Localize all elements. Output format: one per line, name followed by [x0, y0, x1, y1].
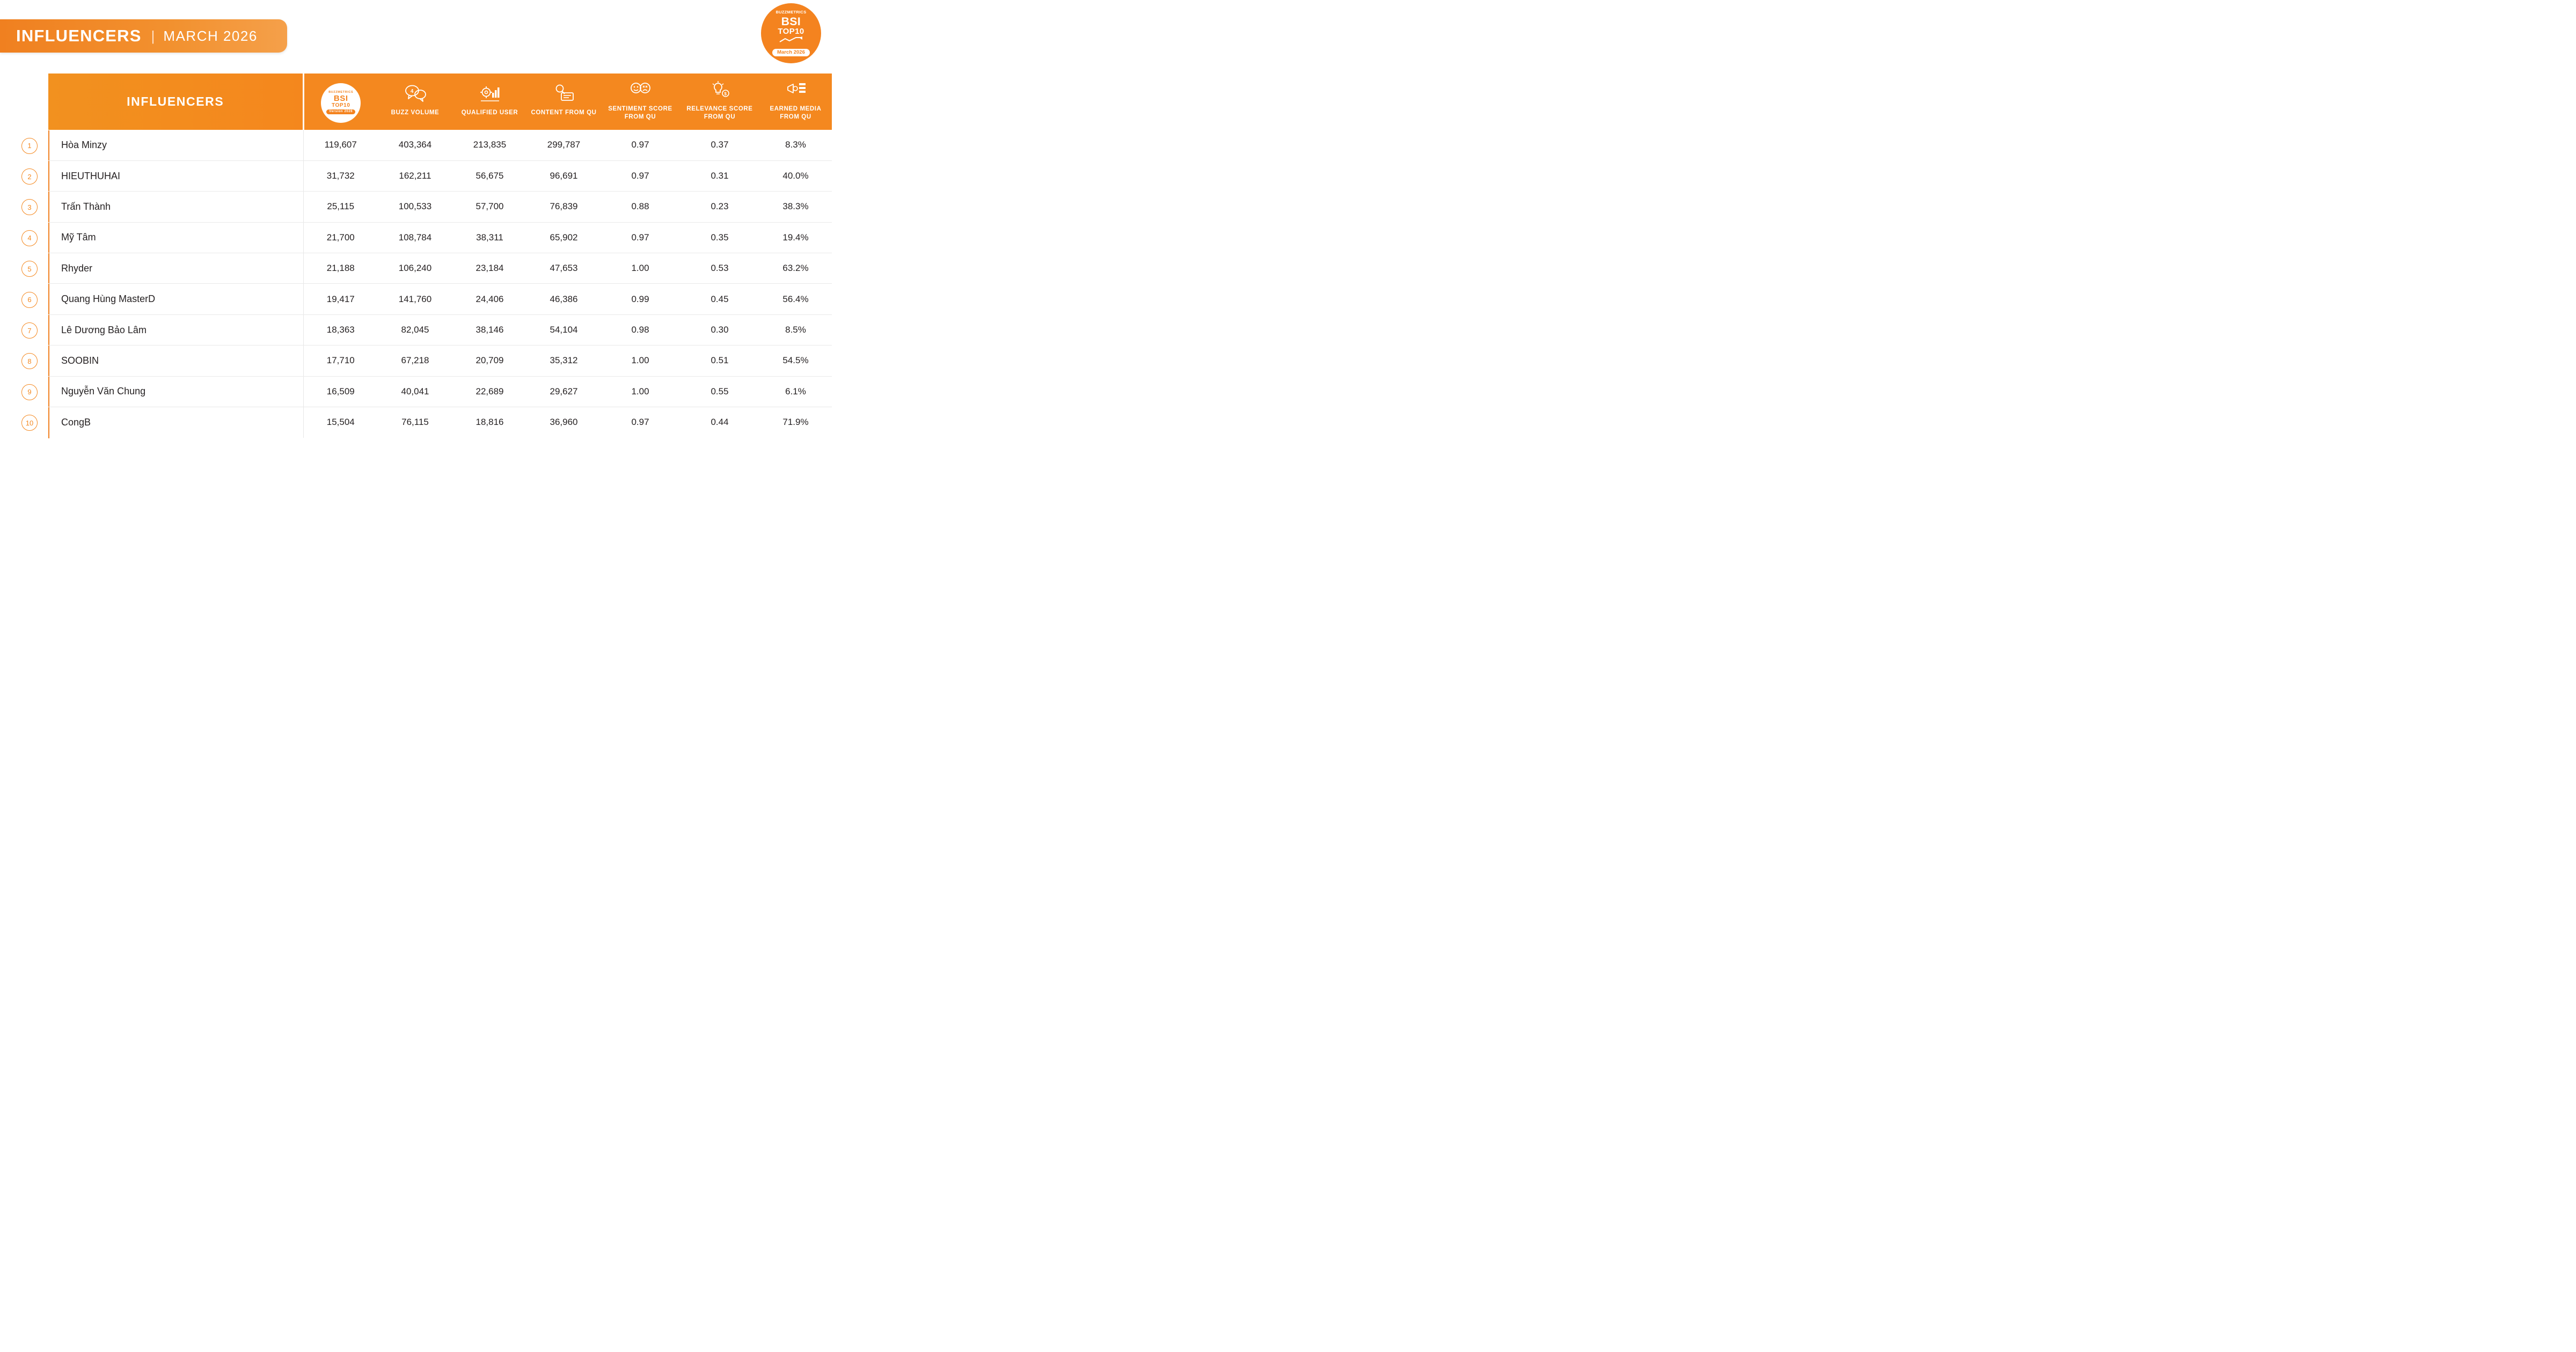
cell-bsi: 21,188: [303, 253, 378, 284]
cell-relevance-score: 0.31: [680, 160, 759, 191]
rank-value: 1: [21, 138, 38, 154]
cell-sentiment-score: 0.99: [601, 284, 680, 314]
cell-bsi: 25,115: [303, 192, 378, 222]
cell-buzz-volume: 108,784: [378, 222, 452, 253]
influencer-name: Quang Hùng MasterD: [48, 284, 303, 314]
cell-content-from-qu: 46,386: [527, 284, 601, 314]
column-header-qualified-user: [452, 74, 527, 130]
cell-earned-media: 63.2%: [759, 253, 832, 284]
bsi-badge-icon: [321, 83, 361, 123]
table-row: [48, 222, 832, 253]
influencer-name: HIEUTHUHAI: [48, 160, 303, 191]
column-header-relevance-score: [680, 74, 759, 130]
cell-sentiment-score: 1.00: [601, 376, 680, 407]
cell-earned-media: 38.3%: [759, 192, 832, 222]
column-header-earned-media: [759, 74, 832, 130]
cell-bsi: 19,417: [303, 284, 378, 314]
cell-buzz-volume: 100,533: [378, 192, 452, 222]
rank-value: 6: [21, 292, 38, 308]
cell-content-from-qu: 96,691: [527, 160, 601, 191]
rank-bubble: [18, 377, 41, 407]
cell-sentiment-score: 0.97: [601, 130, 680, 160]
column-header-sentiment-score: [601, 74, 680, 130]
cell-bsi: 17,710: [303, 346, 378, 376]
table-header: [48, 74, 832, 130]
cell-content-from-qu: 29,627: [527, 376, 601, 407]
cell-qualified-user: 18,816: [475, 417, 504, 428]
cell-content-from-qu: 54,104: [527, 314, 601, 345]
cell-buzz-volume: 162,211: [378, 160, 452, 191]
rank-bubble: [18, 408, 41, 438]
column-header-label: SENTIMENT SCORE FROM QU: [608, 106, 672, 120]
rank-value: 3: [21, 199, 38, 215]
gear-chart-icon: [453, 83, 526, 106]
table-row: [48, 376, 832, 407]
cell-qualified-user: 24,406: [452, 284, 527, 314]
top10-label: TOP10: [778, 26, 804, 36]
cell-relevance-score: 0.55: [680, 376, 759, 407]
cell-buzz-volume: 141,760: [378, 284, 452, 314]
bsi-top10-logo-badge: [761, 3, 821, 63]
cell-relevance-score: 0.23: [680, 192, 759, 222]
rank-bubble: [18, 346, 41, 377]
influencer-name: Lê Dương Bảo Lâm: [48, 314, 303, 345]
cell-earned-media: 6.1%: [759, 376, 832, 407]
rank-value: 8: [21, 353, 38, 369]
cell-earned-media: 56.4%: [759, 284, 832, 314]
influencer-name: SOOBIN: [48, 346, 303, 376]
cell-sentiment-score: 0.98: [601, 314, 680, 345]
cell-earned-media: 8.3%: [759, 130, 832, 160]
chart-arrow-icon: [779, 36, 803, 46]
slide-root: [0, 0, 841, 442]
cell-buzz-volume: 106,240: [378, 253, 452, 284]
cell-bsi: 18,363: [303, 314, 378, 345]
rank-value: 4: [21, 230, 38, 246]
column-header-content-from-qu: [527, 74, 601, 130]
title-separator: |: [151, 27, 155, 44]
column-header-label: QUALIFIED USER: [461, 109, 518, 116]
lightbulb-idea-icon: [681, 79, 758, 102]
cell-bsi: 15,504: [326, 417, 355, 428]
cell-relevance-score: 0.44: [711, 417, 729, 428]
cell-content-from-qu: 36,960: [550, 417, 578, 428]
cell-buzz-volume: 403,364: [378, 130, 452, 160]
column-header-label: CONTENT FROM QU: [531, 109, 597, 116]
svg-text:4: 4: [410, 89, 414, 95]
cell-earned-media: 54.5%: [759, 346, 832, 376]
cell-sentiment-score: 0.97: [601, 222, 680, 253]
cell-qualified-user: 20,709: [452, 346, 527, 376]
cell-buzz-volume: 82,045: [378, 314, 452, 345]
cell-content-from-qu: 65,902: [527, 222, 601, 253]
page-title: INFLUENCERS: [16, 26, 142, 45]
emoji-faces-icon: [602, 79, 679, 102]
svg-text:$: $: [724, 91, 727, 97]
megaphone-list-icon: [760, 79, 831, 102]
cell-bsi: 119,607: [303, 130, 378, 160]
cell-buzz-volume: 67,218: [378, 346, 452, 376]
top10-label: TOP10: [332, 102, 350, 108]
cell-sentiment-score: 0.97: [601, 160, 680, 191]
influencer-name: Rhyder: [48, 253, 303, 284]
column-header-label: RELEVANCE SCORE FROM QU: [686, 106, 753, 120]
cell-qualified-user: 38,146: [452, 314, 527, 345]
column-header-influencers: INFLUENCERS: [48, 74, 303, 130]
rank-bubble: [18, 315, 41, 346]
bsi-version-label: Version 2026: [326, 109, 355, 114]
badge-date: March 2026: [772, 49, 810, 56]
rank-value: 10: [21, 415, 38, 431]
cell-relevance-score: 0.51: [680, 346, 759, 376]
report-period: MARCH 2026: [163, 27, 258, 44]
rank-value: 5: [21, 261, 38, 277]
table-row: [48, 130, 832, 160]
column-header-buzz-volume: [378, 74, 452, 130]
cell-sentiment-score: 0.97: [631, 417, 649, 428]
column-header-label: EARNED MEDIA FROM QU: [770, 106, 822, 120]
influencer-name: Nguyễn Văn Chung: [48, 376, 303, 407]
table-row: [48, 253, 832, 284]
cell-buzz-volume: 76,115: [401, 417, 429, 428]
rank-bubble: [18, 130, 41, 161]
rank-bubble: [18, 254, 41, 284]
cell-qualified-user: 57,700: [452, 192, 527, 222]
cell-relevance-score: 0.45: [680, 284, 759, 314]
cell-earned-media: 8.5%: [759, 314, 832, 345]
buzzmetrics-wordmark: BUZZMETRICS: [328, 91, 354, 94]
bsi-label: BSI: [333, 94, 348, 104]
title-banner: [0, 19, 287, 53]
influencer-ranking-table: [48, 74, 832, 438]
rank-value: 9: [21, 384, 38, 400]
column-header-label: BUZZ VOLUME: [391, 109, 440, 116]
cell-qualified-user: 213,835: [452, 130, 527, 160]
cell-sentiment-score: 1.00: [601, 253, 680, 284]
rank-value: 2: [21, 168, 38, 185]
table-body: [48, 130, 832, 438]
chat-bubbles-icon: [379, 83, 451, 106]
cell-earned-media: 40.0%: [759, 160, 832, 191]
buzzmetrics-wordmark: BUZZMETRICS: [775, 9, 807, 14]
bsi-label: BSI: [781, 15, 801, 28]
cell-qualified-user: 22,689: [452, 376, 527, 407]
cell-buzz-volume: 40,041: [378, 376, 452, 407]
influencer-name: Trấn Thành: [48, 192, 303, 222]
column-header-bsi: [303, 74, 378, 130]
table-row: [48, 192, 832, 222]
rank-bubble: [18, 284, 41, 315]
rank-bubble: [18, 161, 41, 192]
cell-qualified-user: 38,311: [452, 222, 527, 253]
rank-bubble: [18, 192, 41, 223]
influencer-name: CongB: [48, 407, 303, 438]
influencer-name: Mỹ Tâm: [48, 222, 303, 253]
cell-earned-media: 71.9%: [782, 417, 809, 428]
cell-content-from-qu: 299,787: [527, 130, 601, 160]
cell-earned-media: 19.4%: [759, 222, 832, 253]
cell-relevance-score: 0.30: [680, 314, 759, 345]
cell-bsi: 21,700: [303, 222, 378, 253]
cell-content-from-qu: 47,653: [527, 253, 601, 284]
rank-column: [18, 130, 41, 438]
rank-value: 7: [21, 322, 38, 339]
document-search-icon: [528, 83, 599, 106]
cell-bsi: 31,732: [303, 160, 378, 191]
cell-sentiment-score: 0.88: [601, 192, 680, 222]
cell-bsi: 16,509: [303, 376, 378, 407]
cell-relevance-score: 0.35: [680, 222, 759, 253]
table-row: [48, 346, 832, 376]
cell-qualified-user: 56,675: [452, 160, 527, 191]
cell-qualified-user: 23,184: [452, 253, 527, 284]
influencer-table-wrapper: [48, 74, 832, 438]
cell-content-from-qu: 76,839: [527, 192, 601, 222]
table-row: [48, 314, 832, 345]
table-row: [48, 284, 832, 314]
cell-content-from-qu: 35,312: [527, 346, 601, 376]
cell-relevance-score: 0.37: [680, 130, 759, 160]
rank-bubble: [18, 223, 41, 253]
table-row: [48, 407, 832, 438]
cell-relevance-score: 0.53: [680, 253, 759, 284]
table-row: [48, 160, 832, 191]
influencer-name: Hòa Minzy: [48, 130, 303, 160]
cell-sentiment-score: 1.00: [601, 346, 680, 376]
